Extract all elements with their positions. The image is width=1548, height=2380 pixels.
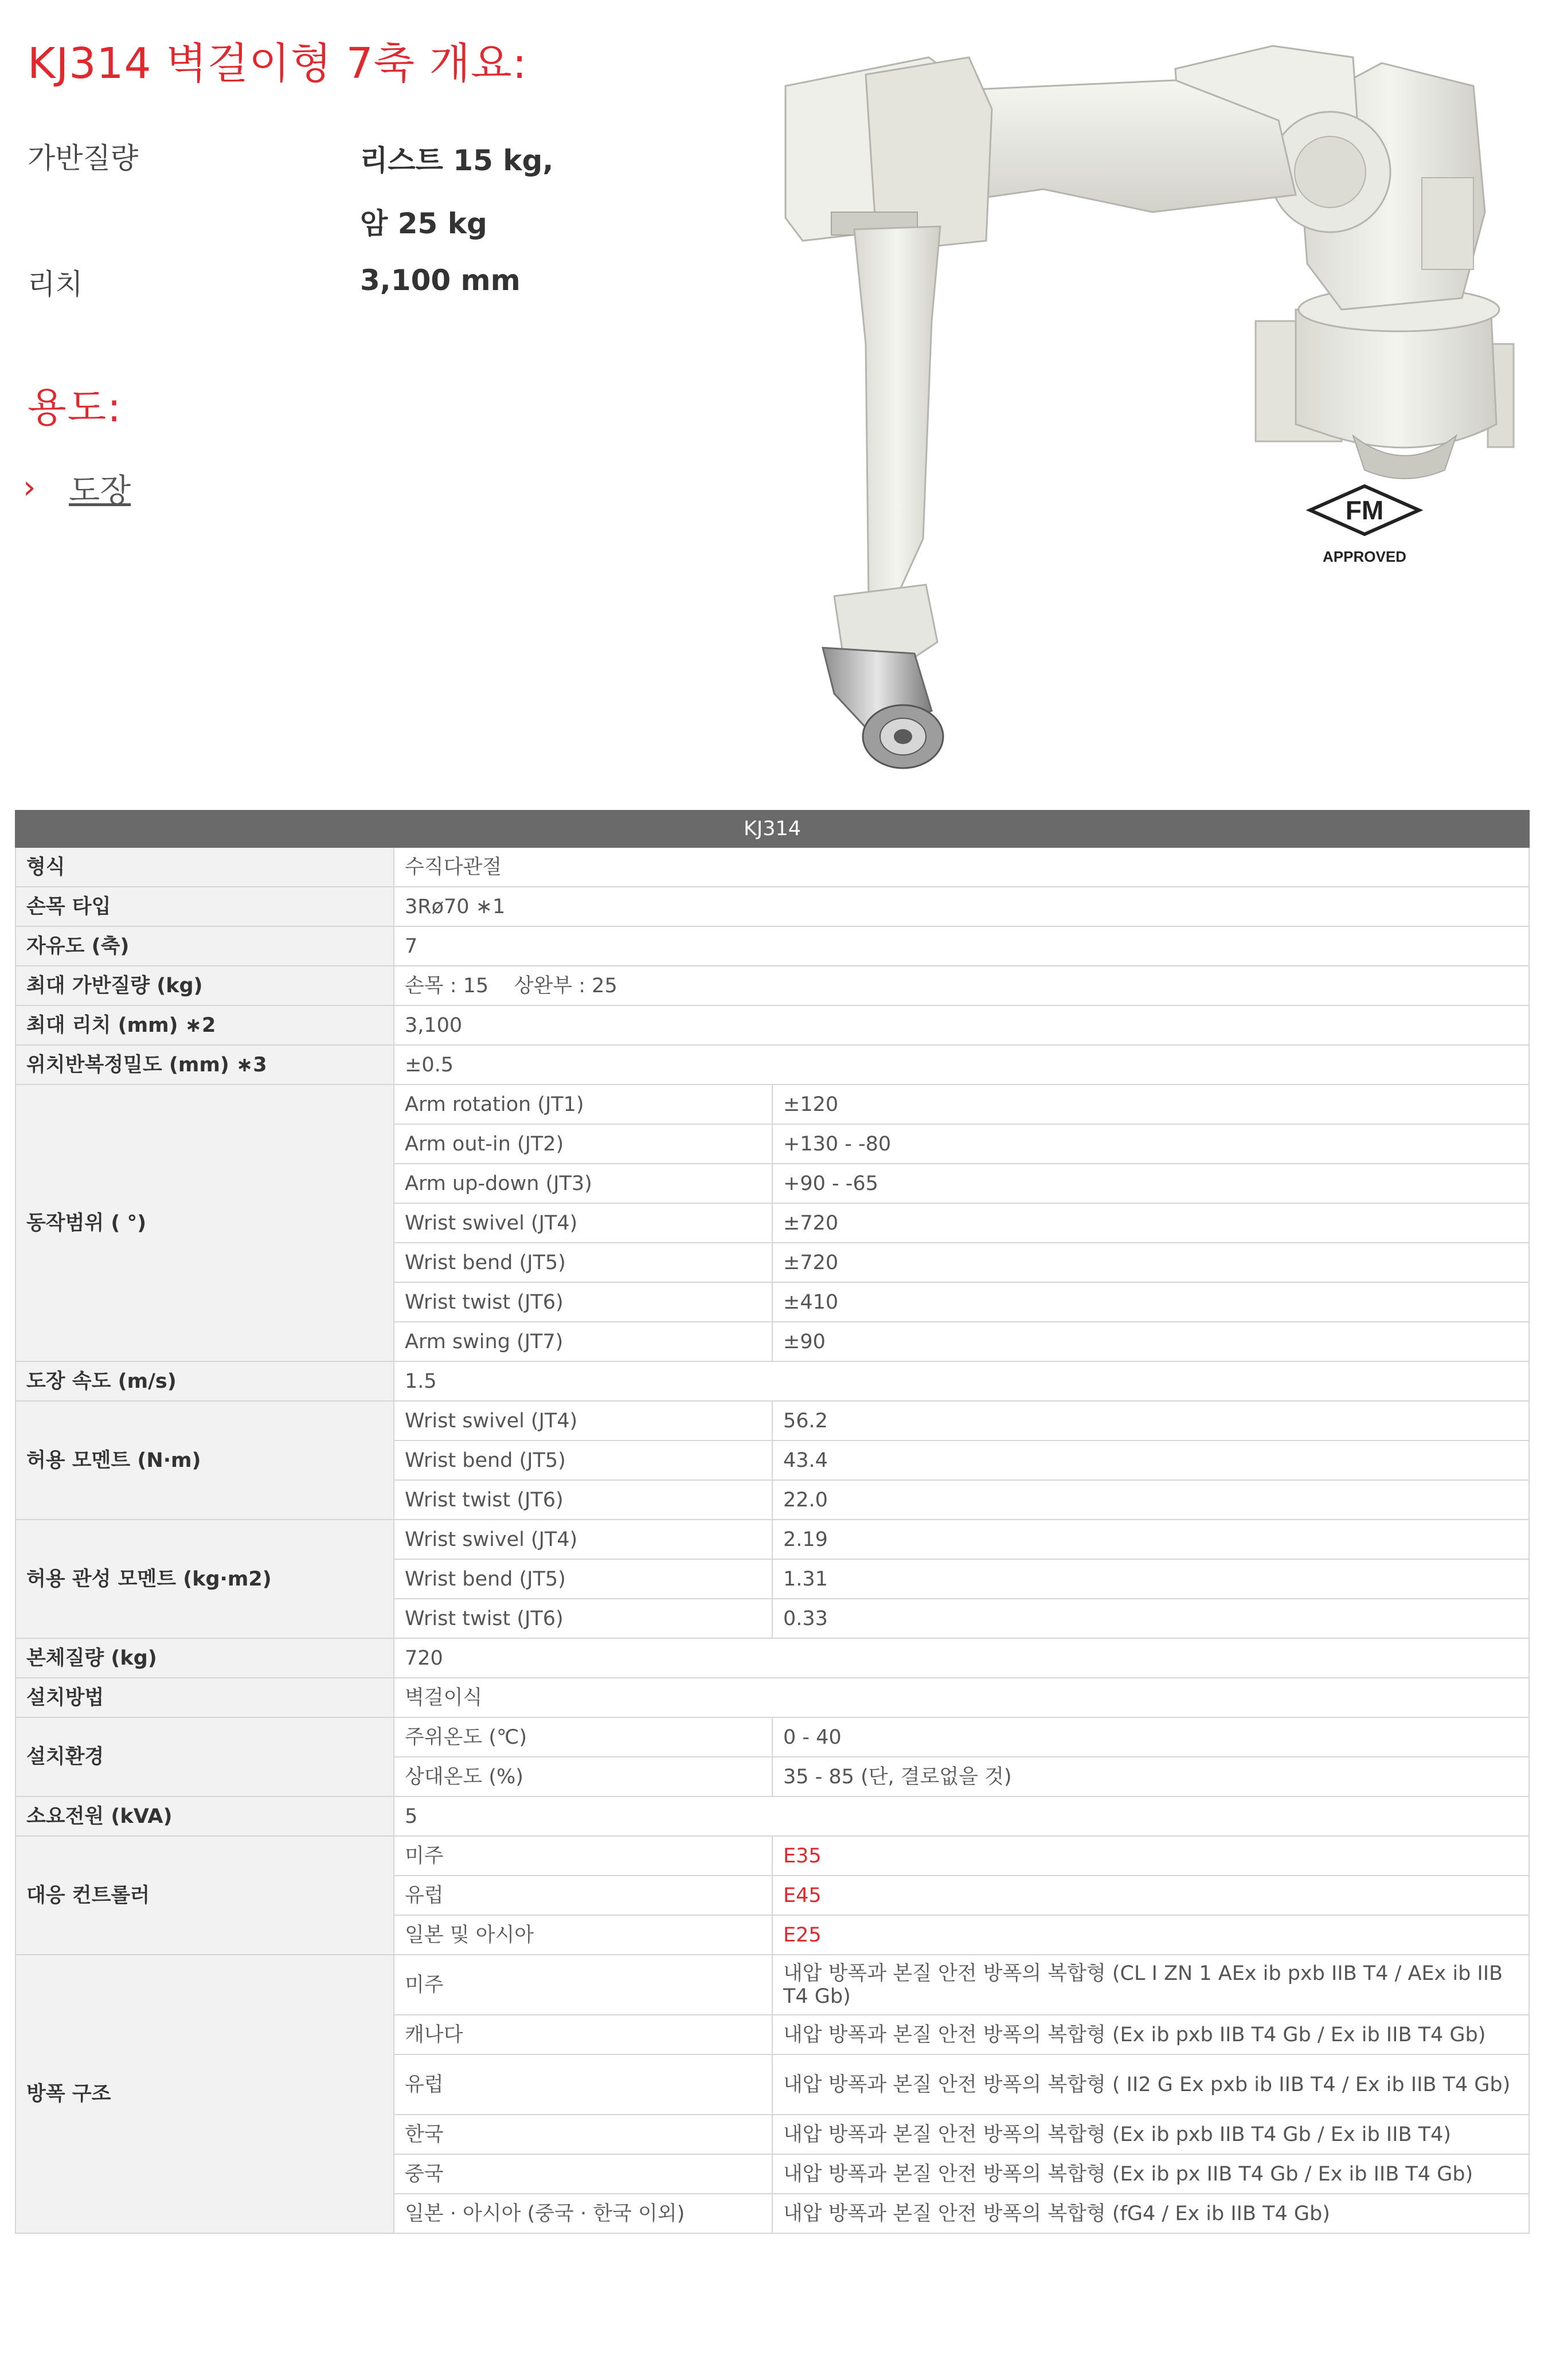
sub-row-value: 0.33 — [772, 1599, 1529, 1638]
sub-row-value: +130 - -80 — [772, 1124, 1529, 1164]
row-label: 최대 가반질량 (kg) — [15, 966, 394, 1005]
sub-row-value: ±720 — [772, 1203, 1529, 1243]
sub-row-name: Wrist swivel (JT4) — [394, 1520, 772, 1559]
row-label: 동작범위 ( °) — [15, 1085, 394, 1361]
table-row — [15, 1836, 1529, 1876]
row-value: 수직다관절 — [394, 847, 1529, 887]
sub-row-name: Arm up-down (JT3) — [394, 1164, 772, 1203]
table-row — [15, 1638, 1529, 1678]
sub-row-name: Wrist bend (JT5) — [394, 1243, 772, 1282]
row-value: 7 — [394, 926, 1529, 966]
row-label: 허용 모멘트 (N·m) — [15, 1401, 394, 1520]
payload-value-arm: 암 25 kg — [360, 207, 487, 240]
sub-row-name: Wrist swivel (JT4) — [394, 1203, 772, 1243]
sub-row-name: Wrist bend (JT5) — [394, 1440, 772, 1480]
table-header-model: KJ314 — [15, 811, 1529, 847]
sub-row-value: 56.2 — [772, 1401, 1529, 1440]
row-label: 허용 관성 모멘트 (kg·m2) — [15, 1520, 394, 1638]
sub-row-name: 유럽 — [394, 2054, 772, 2115]
robot-wrist — [823, 648, 943, 768]
sub-row-name: 미주 — [394, 1836, 772, 1876]
table-row — [15, 887, 1529, 926]
sub-row-name: Wrist twist (JT6) — [394, 1599, 772, 1638]
controller-model: E45 — [772, 1876, 1529, 1915]
row-label: 손목 타입 — [15, 887, 394, 926]
sub-row-name: Arm rotation (JT1) — [394, 1085, 772, 1124]
reach-label: 리치 — [28, 268, 83, 301]
payload-value-wrist: 리스트 15 kg, — [360, 144, 554, 177]
fm-badge-text: APPROVED — [1323, 548, 1406, 565]
reach-value: 3,100 mm — [360, 264, 521, 297]
sub-row-value: 35 - 85 (단, 결로없을 것) — [772, 1757, 1529, 1796]
sub-row-name: 중국 — [394, 2154, 772, 2194]
row-value: 3Rø70 ∗1 — [394, 887, 1529, 926]
use-title: 용도: — [28, 384, 122, 431]
row-value: 손목 : 15 상완부 : 25 — [394, 966, 1529, 1005]
robot-base — [1256, 288, 1514, 479]
table-row — [15, 926, 1529, 966]
sub-row-name: Arm out-in (JT2) — [394, 1124, 772, 1164]
table-header-row — [15, 811, 1529, 847]
payload-label: 가반질량 — [28, 142, 139, 175]
table-row — [15, 1045, 1529, 1085]
table-row — [15, 847, 1529, 887]
sub-row-value: ±90 — [772, 1322, 1529, 1361]
table-row — [15, 1717, 1529, 1757]
table-row — [15, 1401, 1529, 1440]
fm-badge-mark: FM — [1345, 495, 1384, 525]
row-label: 도장 속도 (m/s) — [15, 1361, 394, 1401]
sub-row-value: 내압 방폭과 본질 안전 방폭의 복합형 (CL I ZN 1 AEx ib pxb IIB T4 / AEx ib IIB T4 Gb) — [772, 1955, 1529, 2015]
sub-row-name: 일본 · 아시아 (중국 · 한국 이외) — [394, 2194, 772, 2233]
table-row — [15, 1005, 1529, 1045]
sub-row-value: 1.31 — [772, 1559, 1529, 1599]
sub-row-name: Wrist bend (JT5) — [394, 1559, 772, 1599]
sub-row-value: 내압 방폭과 본질 안전 방폭의 복합형 (fG4 / Ex ib IIB T4 Gb) — [772, 2194, 1529, 2233]
row-label: 위치반복정밀도 (mm) ∗3 — [15, 1045, 394, 1085]
sub-row-value: 내압 방폭과 본질 안전 방폭의 복합형 (Ex ib px IIB T4 Gb / Ex ib IIB T4 Gb) — [772, 2154, 1529, 2194]
row-value: ±0.5 — [394, 1045, 1529, 1085]
robot-image — [780, 23, 1525, 785]
row-label: 본체질량 (kg) — [15, 1638, 394, 1678]
sub-row-name: 미주 — [394, 1955, 772, 2015]
spec-table — [15, 810, 1530, 2234]
sub-row-name: 주위온도 (℃) — [394, 1717, 772, 1757]
table-row — [15, 1678, 1529, 1717]
sub-row-value: ±720 — [772, 1243, 1529, 1282]
row-value: 벽걸이식 — [394, 1678, 1529, 1717]
use-link-painting[interactable]: 도장 — [69, 472, 131, 510]
row-label: 대응 컨트롤러 — [15, 1836, 394, 1955]
table-row — [15, 1361, 1529, 1401]
row-value: 3,100 — [394, 1005, 1529, 1045]
row-label: 소요전원 (kVA) — [15, 1796, 394, 1836]
sub-row-name: 일본 및 아시아 — [394, 1915, 772, 1955]
sub-row-name: Arm swing (JT7) — [394, 1322, 772, 1361]
sub-row-name: 한국 — [394, 2115, 772, 2154]
sub-row-name: 유럽 — [394, 1876, 772, 1915]
sub-row-value: 내압 방폭과 본질 안전 방폭의 복합형 (Ex ib pxb IIB T4 Gb / Ex ib IIB T4 Gb) — [772, 2015, 1529, 2054]
row-label: 자유도 (축) — [15, 926, 394, 966]
sub-row-value: 0 - 40 — [772, 1717, 1529, 1757]
table-row — [15, 1955, 1529, 2015]
sub-row-value: ±410 — [772, 1282, 1529, 1322]
row-value: 1.5 — [394, 1361, 1529, 1401]
row-label: 설치환경 — [15, 1717, 394, 1796]
sub-row-value: 2.19 — [772, 1520, 1529, 1559]
row-label: 형식 — [15, 847, 394, 887]
sub-row-value: ±120 — [772, 1085, 1529, 1124]
page-title: KJ314 벽걸이형 7축 개요: — [28, 39, 527, 88]
sub-row-name: Wrist twist (JT6) — [394, 1480, 772, 1520]
row-label: 최대 리치 (mm) ∗2 — [15, 1005, 394, 1045]
chevron-right-icon: › — [23, 469, 36, 506]
sub-row-value: 내압 방폭과 본질 안전 방폭의 복합형 ( II2 G Ex pxb ib IIB T4 / Ex ib IIB T4 Gb) — [772, 2054, 1529, 2115]
row-label: 방폭 구조 — [15, 1955, 394, 2233]
controller-model: E35 — [772, 1836, 1529, 1876]
robot-forearm — [834, 226, 940, 659]
row-value: 720 — [394, 1638, 1529, 1678]
row-label: 설치방법 — [15, 1678, 394, 1717]
row-value: 5 — [394, 1796, 1529, 1836]
table-row — [15, 1796, 1529, 1836]
sub-row-value: 22.0 — [772, 1480, 1529, 1520]
fm-approved-badge — [1310, 486, 1419, 565]
controller-model: E25 — [772, 1915, 1529, 1955]
table-row — [15, 966, 1529, 1005]
sub-row-name: Wrist swivel (JT4) — [394, 1401, 772, 1440]
sub-row-name: Wrist twist (JT6) — [394, 1282, 772, 1322]
sub-row-name: 캐나다 — [394, 2015, 772, 2054]
sub-row-value: 내압 방폭과 본질 안전 방폭의 복합형 (Ex ib pxb IIB T4 Gb / Ex ib IIB T4) — [772, 2115, 1529, 2154]
sub-row-value: +90 - -65 — [772, 1164, 1529, 1203]
table-row — [15, 1085, 1529, 1124]
table-row — [15, 1520, 1529, 1559]
sub-row-value: 43.4 — [772, 1440, 1529, 1480]
sub-row-name: 상대온도 (%) — [394, 1757, 772, 1796]
